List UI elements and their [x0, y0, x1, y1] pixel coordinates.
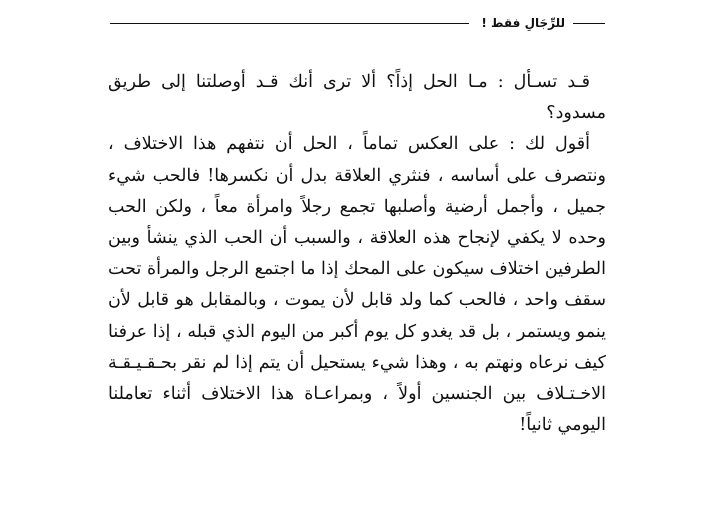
header-rule-left: [110, 23, 469, 24]
running-header: [110, 8, 605, 38]
paragraph-answer: أقول لك : على العكس تماماً ، الحل أن نتفهم هذا الاختلاف ، ونتصرف على أساسه ، فنثري العلاقة بدل أن نكسرها! فالحب شيء جميل ، وأجمل أرضية وأصلبها تجمع رجلاً وامرأة معاً ، ولكن الحب وحده لا يكفي لإنجاح هذه العلاقة ، والسبب أن الحب الذي ينشأ وبين الطرفين اختلاف سيكون على المحك إذا ما اجتمع الرجل والمرأة تحت سقف واحد ، فالحب كما ولد قابل لأن يموت ، وبالمقابل هو قابل لأن ينمو ويستمر ، بل قد يغدو كل يوم أكبر من اليوم الذي قبله ، إذا عرفنا كيف نرعاه ونهتم به ، وهذا شيء يستحيل أن يتم إذا لم نقر بحـقـيـقـة الاخـتـلاف بين الجنسين أولاً ، وبمراعـاة هذا الاختلاف أثناء تعاملنا اليومي ثانياً!: [108, 134, 606, 436]
header-rule-right: [573, 23, 605, 24]
page-body: [108, 67, 606, 441]
paragraph-question: قـد تسـأل : مـا الحل إذاً؟ ألا ترى أنك قـد أوصلتنا إلى طريق مسدود؟: [108, 72, 606, 124]
header-title: للرِّجَالِ فقط !: [481, 16, 565, 30]
